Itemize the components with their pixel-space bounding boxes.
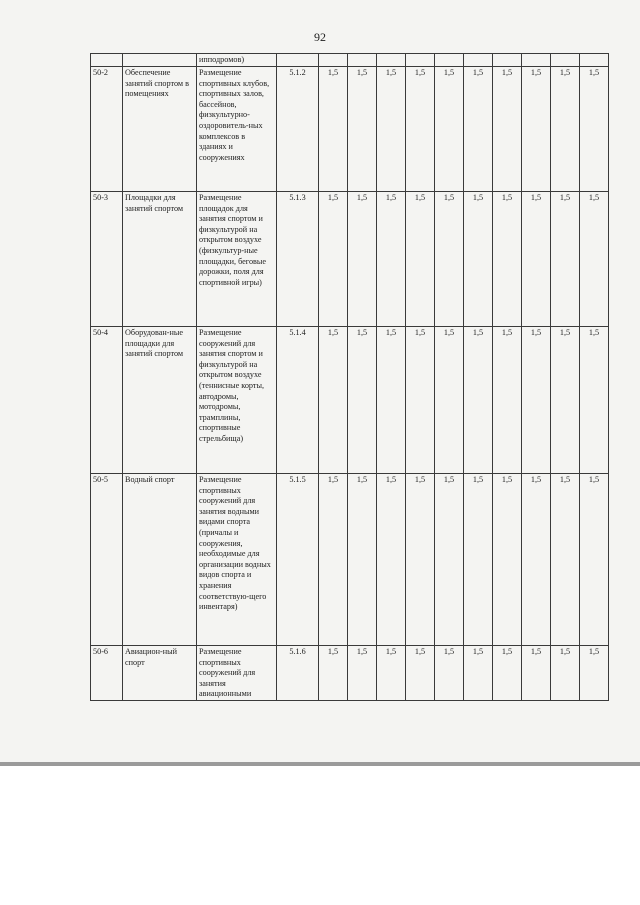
page-edge-shadow xyxy=(0,762,640,766)
cell-empty xyxy=(123,54,197,67)
coefficient-value: 1,5 xyxy=(464,474,493,646)
row-number: 50-6 xyxy=(91,646,123,701)
classifier-code: 5.1.2 xyxy=(277,67,319,192)
use-type-name: Авиацион-ный спорт xyxy=(123,646,197,701)
coefficient-value: 1,5 xyxy=(406,646,435,701)
cell-empty xyxy=(319,54,348,67)
coefficient-value: 1,5 xyxy=(406,327,435,474)
coefficient-value: 1,5 xyxy=(406,474,435,646)
cell-empty xyxy=(522,54,551,67)
coefficient-value: 1,5 xyxy=(493,327,522,474)
coefficient-value: 1,5 xyxy=(348,327,377,474)
coefficient-value: 1,5 xyxy=(435,327,464,474)
coefficient-value: 1,5 xyxy=(580,474,609,646)
coefficient-value: 1,5 xyxy=(348,67,377,192)
coefficient-value: 1,5 xyxy=(377,67,406,192)
coefficient-value: 1,5 xyxy=(551,327,580,474)
use-type-description: Размещение спортивных сооружений для занятия водными видами спорта (причалы и сооружения, необходимые для организации водных видов спорта и хранения соответствую-щего инвентаря) xyxy=(197,474,277,646)
coefficient-value: 1,5 xyxy=(580,646,609,701)
coefficient-value: 1,5 xyxy=(464,67,493,192)
coefficient-value: 1,5 xyxy=(319,474,348,646)
use-type-name: Обеспечение занятий спортом в помещениях xyxy=(123,67,197,192)
row-number: 50-4 xyxy=(91,327,123,474)
coefficient-value: 1,5 xyxy=(319,192,348,327)
cell-empty xyxy=(493,54,522,67)
cell-empty xyxy=(435,54,464,67)
coefficient-value: 1,5 xyxy=(406,67,435,192)
table-row xyxy=(91,327,609,474)
use-type-description: Размещение спортивных клубов, спортивных залов, бассейнов, физкультурно-оздоровитель-ных комплексов в зданиях и сооружениях xyxy=(197,67,277,192)
coefficient-value: 1,5 xyxy=(551,646,580,701)
coefficient-value: 1,5 xyxy=(551,192,580,327)
coefficient-value: 1,5 xyxy=(522,327,551,474)
cell-empty xyxy=(348,54,377,67)
cell-empty xyxy=(551,54,580,67)
coefficient-value: 1,5 xyxy=(319,327,348,474)
row-number: 50-2 xyxy=(91,67,123,192)
use-type-description: Размещение сооружений для занятия спортом и физкультурой на открытом воздухе (теннисные корты, автодромы, мотодромы, трамплины, спортивные стрельбища) xyxy=(197,327,277,474)
coefficient-value: 1,5 xyxy=(464,646,493,701)
classifier-code: 5.1.3 xyxy=(277,192,319,327)
coefficient-value: 1,5 xyxy=(551,474,580,646)
coefficient-value: 1,5 xyxy=(464,327,493,474)
coefficient-value: 1,5 xyxy=(435,192,464,327)
classifier-code: 5.1.6 xyxy=(277,646,319,701)
coefficient-value: 1,5 xyxy=(377,646,406,701)
continued-description: ипподромов) xyxy=(197,54,277,67)
use-type-description: Размещение спортивных сооружений для занятия авиационными xyxy=(197,646,277,701)
coefficient-value: 1,5 xyxy=(435,67,464,192)
coefficient-value: 1,5 xyxy=(522,646,551,701)
use-type-name: Водный спорт xyxy=(123,474,197,646)
coefficient-value: 1,5 xyxy=(377,327,406,474)
coefficient-value: 1,5 xyxy=(464,192,493,327)
coefficient-value: 1,5 xyxy=(522,67,551,192)
coefficient-value: 1,5 xyxy=(493,192,522,327)
coefficient-value: 1,5 xyxy=(522,192,551,327)
coefficient-value: 1,5 xyxy=(348,646,377,701)
coefficient-value: 1,5 xyxy=(435,474,464,646)
table-row xyxy=(91,67,609,192)
cell-empty xyxy=(377,54,406,67)
use-type-description: Размещение площадок для занятия спортом и физкультурой на открытом воздухе (физкультур-ные площадки, беговые дорожки, поля для спортивной игры) xyxy=(197,192,277,327)
use-type-name: Оборудован-ные площадки для занятий спортом xyxy=(123,327,197,474)
use-type-name: Площадки для занятий спортом xyxy=(123,192,197,327)
coefficient-value: 1,5 xyxy=(319,646,348,701)
classifier-code: 5.1.5 xyxy=(277,474,319,646)
continuation-row xyxy=(91,54,609,67)
coefficient-value: 1,5 xyxy=(348,192,377,327)
table-row xyxy=(91,474,609,646)
coefficient-value: 1,5 xyxy=(377,474,406,646)
coefficient-value: 1,5 xyxy=(580,327,609,474)
cell-empty xyxy=(580,54,609,67)
coefficient-value: 1,5 xyxy=(493,67,522,192)
coefficient-value: 1,5 xyxy=(580,192,609,327)
coefficient-value: 1,5 xyxy=(522,474,551,646)
classifier-code: 5.1.4 xyxy=(277,327,319,474)
coefficient-value: 1,5 xyxy=(348,474,377,646)
coefficient-value: 1,5 xyxy=(580,67,609,192)
coefficient-value: 1,5 xyxy=(319,67,348,192)
coefficient-value: 1,5 xyxy=(406,192,435,327)
table-row xyxy=(91,646,609,701)
cell-empty xyxy=(91,54,123,67)
table-row xyxy=(91,192,609,327)
cell-empty xyxy=(464,54,493,67)
row-number: 50-3 xyxy=(91,192,123,327)
page-number: 92 xyxy=(314,30,326,44)
cell-empty xyxy=(277,54,319,67)
coefficient-value: 1,5 xyxy=(551,67,580,192)
coefficient-value: 1,5 xyxy=(435,646,464,701)
cell-empty xyxy=(406,54,435,67)
coefficient-value: 1,5 xyxy=(493,646,522,701)
land-use-table xyxy=(90,53,609,701)
coefficient-value: 1,5 xyxy=(377,192,406,327)
row-number: 50-5 xyxy=(91,474,123,646)
coefficient-value: 1,5 xyxy=(493,474,522,646)
